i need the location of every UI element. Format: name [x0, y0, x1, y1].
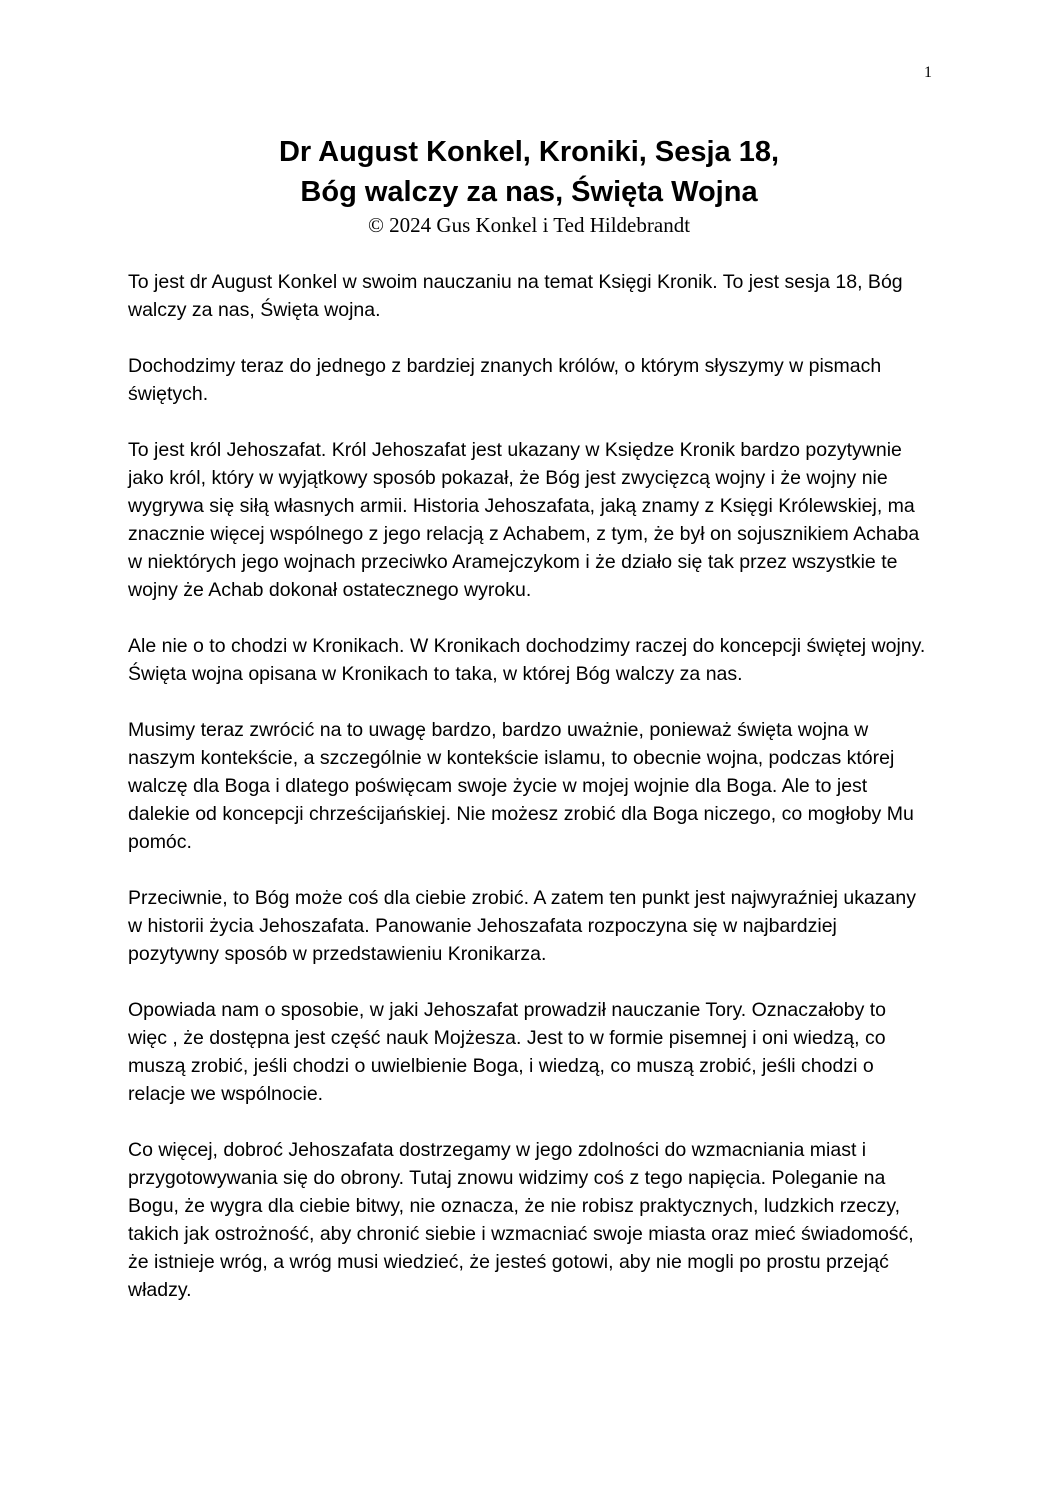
document-title-line-2: Bóg walczy za nas, Święta Wojna: [300, 176, 758, 208]
title-block: [0, 132, 1058, 238]
paragraph: Dochodzimy teraz do jednego z bardziej znanych królów, o którym słyszymy w pismach świętych.: [128, 355, 882, 405]
paragraph: Musimy teraz zwrócić na to uwagę bardzo, bardzo uważnie, ponieważ święta wojna w naszym kontekście, a szczególnie w kontekście islamu, to obecnie wojna, podczas której walczę dla Boga i dlatego poświęcam swoje życie w mojej wojnie dla Boga. Ale to jest dalekie od koncepcji chrześcijańskiej. Nie możesz zrobić dla Boga niczego, co mogłoby Mu pomóc.: [128, 719, 914, 853]
paragraph: Przeciwnie, to Bóg może coś dla ciebie zrobić. A zatem ten punkt jest najwyraźniej ukazany w historii życia Jehoszafata. Panowanie Jehoszafata rozpoczyna się w najbardziej pozytywny sposób w przedstawieniu Kronikarza.: [128, 887, 916, 965]
page-number: 1: [924, 64, 932, 81]
copyright-notice: © 2024 Gus Konkel i Ted Hildebrandt: [367, 213, 691, 237]
paragraph: To jest dr August Konkel w swoim nauczaniu na temat Księgi Kronik. To jest sesja 18, Bóg walczy za nas, Święta wojna.: [128, 271, 903, 321]
document-body: [128, 268, 928, 1332]
document-title-line-1: Dr August Konkel, Kroniki, Sesja 18,: [278, 136, 780, 168]
paragraph: Opowiada nam o sposobie, w jaki Jehoszafat prowadził nauczanie Tory. Oznaczałoby to więc , że dostępna jest część nauk Mojżesza. Jest to w formie pisemnej i oni wiedzą, co muszą zrobić, jeśli chodzi o uwielbienie Boga, i wiedzą, co muszą zrobić, jeśli chodzi o relacje we wspólnocie.: [128, 999, 887, 1105]
paragraph: Ale nie o to chodzi w Kronikach. W Kronikach dochodzimy raczej do koncepcji świętej wojny. Święta wojna opisana w Kronikach to taka, w której Bóg walczy za nas.: [128, 635, 926, 685]
paragraph: Co więcej, dobroć Jehoszafata dostrzegamy w jego zdolności do wzmacniania miast i przygotowywania się do obrony. Tutaj znowu widzimy coś z tego napięcia. Poleganie na Bogu, że wygra dla ciebie bitwy, nie oznacza, że nie robisz praktycznych, ludzkich rzeczy, takich jak ostrożność, aby chronić siebie i wzmacniać swoje miasta oraz mieć świadomość, że istnieje wróg, a wróg musi wiedzieć, że jesteś gotowi, aby nie mogli po prostu przejąć władzy.: [128, 1139, 914, 1301]
paragraph: To jest król Jehoszafat. Król Jehoszafat jest ukazany w Księdze Kronik bardzo pozytywnie jako król, który w wyjątkowy sposób pokazał, że Bóg jest zwycięzcą wojny i że wojny nie wygrywa się siłą własnych armii. Historia Jehoszafata, jaką znamy z Księgi Królewskiej, ma znacznie więcej wspólnego z jego relacją z Achabem, z tym, że był on sojusznikiem Achaba w niektórych jego wojnach przeciwko Aramejczykom i że działo się tak przez wszystkie te wojny że Achab dokonał ostatecznego wyroku.: [128, 439, 920, 601]
